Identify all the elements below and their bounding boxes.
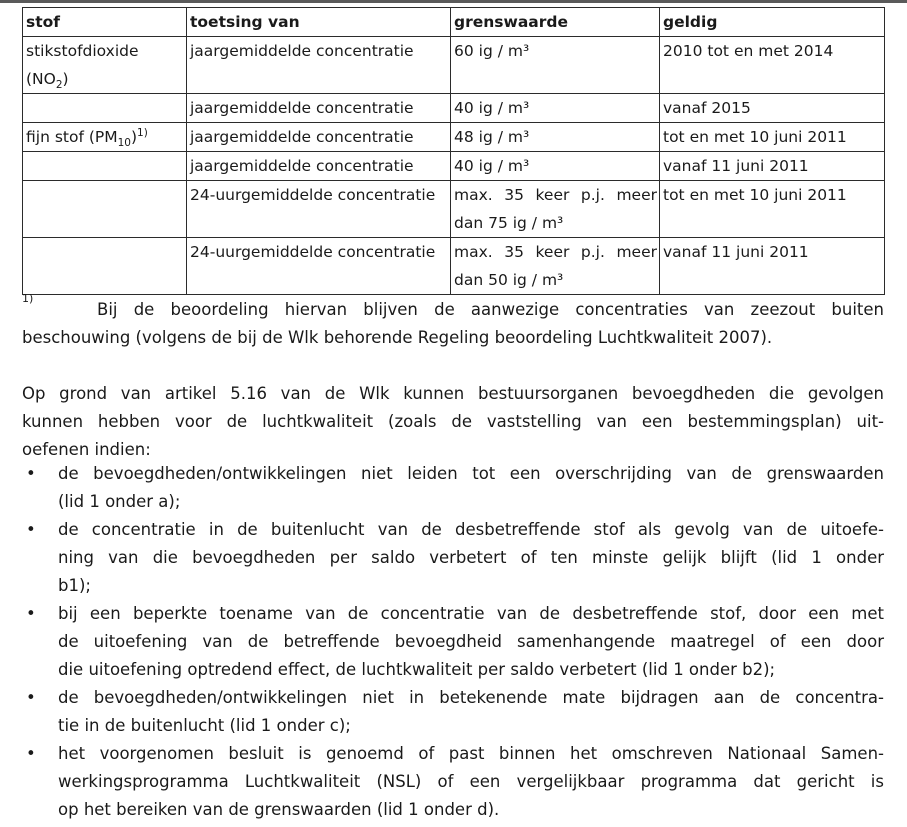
footnote-marker: 1): [22, 292, 34, 305]
list-item-line: b1);: [58, 576, 91, 595]
list-item-line: de bevoegdheden/ontwikkelingen niet leiden tot een overschrijding van de grenswaarden: [58, 464, 884, 483]
header-grenswaarde: grenswaarde: [451, 8, 660, 37]
page-top-rule: [0, 0, 907, 3]
cell-toetsing: 24-uurgemiddelde concentratie: [187, 181, 451, 238]
list-item-line: (lid 1 onder a);: [58, 492, 181, 511]
list-item: [22, 684, 884, 740]
table-row: [23, 123, 885, 152]
footnote-text: Bij de beoordeling hiervan blijven de aanwezige concentraties van zeezout buiten beschouwing (volgens de bij de Wlk behorende Regeling beoordeling Luchtkwaliteit 2007).: [22, 300, 884, 347]
list-item-line: de concentratie in de buitenlucht van de desbetreffende stof als gevolg van de uitoefe-: [58, 520, 884, 539]
table-row: [23, 94, 885, 123]
list-item-line: ning van die bevoegdheden per saldo verbetert of ten minste gelijk blijft (lid 1 onder: [58, 548, 884, 567]
table-header-row: [23, 8, 885, 37]
cell-geldig: vanaf 11 juni 2011: [660, 152, 885, 181]
cell-geldig: tot en met 10 juni 2011: [660, 181, 885, 238]
cell-geldig: 2010 tot en met 2014: [660, 37, 885, 94]
bullet-icon: •: [26, 688, 36, 707]
cell-stof: [23, 152, 187, 181]
list-item-line: tie in de buitenlucht (lid 1 onder c);: [58, 716, 351, 735]
cell-toetsing: 24-uurgemiddelde concentratie: [187, 238, 451, 295]
cell-stof: [23, 94, 187, 123]
list-item-line: bij een beperkte toename van de concentratie van de desbetreffende stof, door een met: [58, 604, 884, 623]
cell-toetsing: jaargemiddelde concentratie: [187, 152, 451, 181]
cell-grenswaarde: max. 35 keer p.j. meer dan 75 ig / m³: [451, 181, 660, 238]
list-item-line: die uitoefening optredend effect, de luchtkwaliteit per saldo verbetert (lid 1 onder b2);: [58, 660, 776, 679]
list-item-line: werkingsprogramma Luchtkwaliteit (NSL) of een vergelijkbaar programma dat gericht is: [58, 772, 884, 791]
bullet-icon: •: [26, 464, 36, 483]
header-geldig: geldig: [660, 8, 885, 37]
list-item: [22, 600, 884, 684]
list-item-line: op het bereiken van de grenswaarden (lid 1 onder d).: [58, 800, 500, 819]
cell-stof: [23, 181, 187, 238]
table-row: [23, 181, 885, 238]
cell-toetsing: jaargemiddelde concentratie: [187, 37, 451, 94]
cell-geldig: tot en met 10 juni 2011: [660, 123, 885, 152]
cell-grenswaarde: max. 35 keer p.j. meer dan 50 ig / m³: [451, 238, 660, 295]
header-stof: stof: [23, 8, 187, 37]
cell-stof: [23, 238, 187, 295]
cell-grenswaarde: 40 ig / m³: [451, 152, 660, 181]
bullet-icon: •: [26, 744, 36, 763]
cell-grenswaarde: 60 ig / m³: [451, 37, 660, 94]
conditions-list: [22, 460, 884, 824]
cell-stof: fijn stof $(PM_{10})^{1)}$: [23, 123, 187, 152]
cell-geldig: vanaf 2015: [660, 94, 885, 123]
list-item: [22, 460, 884, 516]
stof-name: stikstofdioxide: [26, 42, 139, 60]
list-item: [22, 516, 884, 600]
intro-paragraph: Op grond van artikel 5.16 van de Wlk kunnen bestuursorganen bevoegdheden die gevolgen kunnen hebben voor de luchtkwaliteit (zoals de vaststelling van een bestemmingsplan) uit- oefenen indien:: [22, 384, 884, 459]
table-row: [23, 152, 885, 181]
cell-toetsing: jaargemiddelde concentratie: [187, 94, 451, 123]
cell-grenswaarde: 40 ig / m³: [451, 94, 660, 123]
cell-toetsing: jaargemiddelde concentratie: [187, 123, 451, 152]
cell-geldig: vanaf 11 juni 2011: [660, 238, 885, 295]
list-item-line: de uitoefening van de betreffende bevoegdheid samenhangende maatregel of een door: [58, 632, 884, 651]
header-toetsing: toetsing van: [187, 8, 451, 37]
cell-stof: stikstofdioxide $(NO_2)$: [23, 37, 187, 94]
table-row: [23, 238, 885, 295]
list-item-line: het voorgenomen besluit is genoemd of past binnen het omschreven Nationaal Samen-: [58, 744, 884, 763]
cell-grenswaarde: 48 ig / m³: [451, 123, 660, 152]
bullet-list: [22, 460, 884, 824]
table-row: [23, 37, 885, 94]
bullet-icon: •: [26, 604, 36, 623]
footnote-ref: 1): [137, 126, 148, 139]
list-item-line: de bevoegdheden/ontwikkelingen niet in betekenende mate bijdragen aan de concentra-: [58, 688, 884, 707]
list-item: [22, 740, 884, 824]
limit-values-table: [22, 7, 885, 295]
bullet-icon: •: [26, 520, 36, 539]
